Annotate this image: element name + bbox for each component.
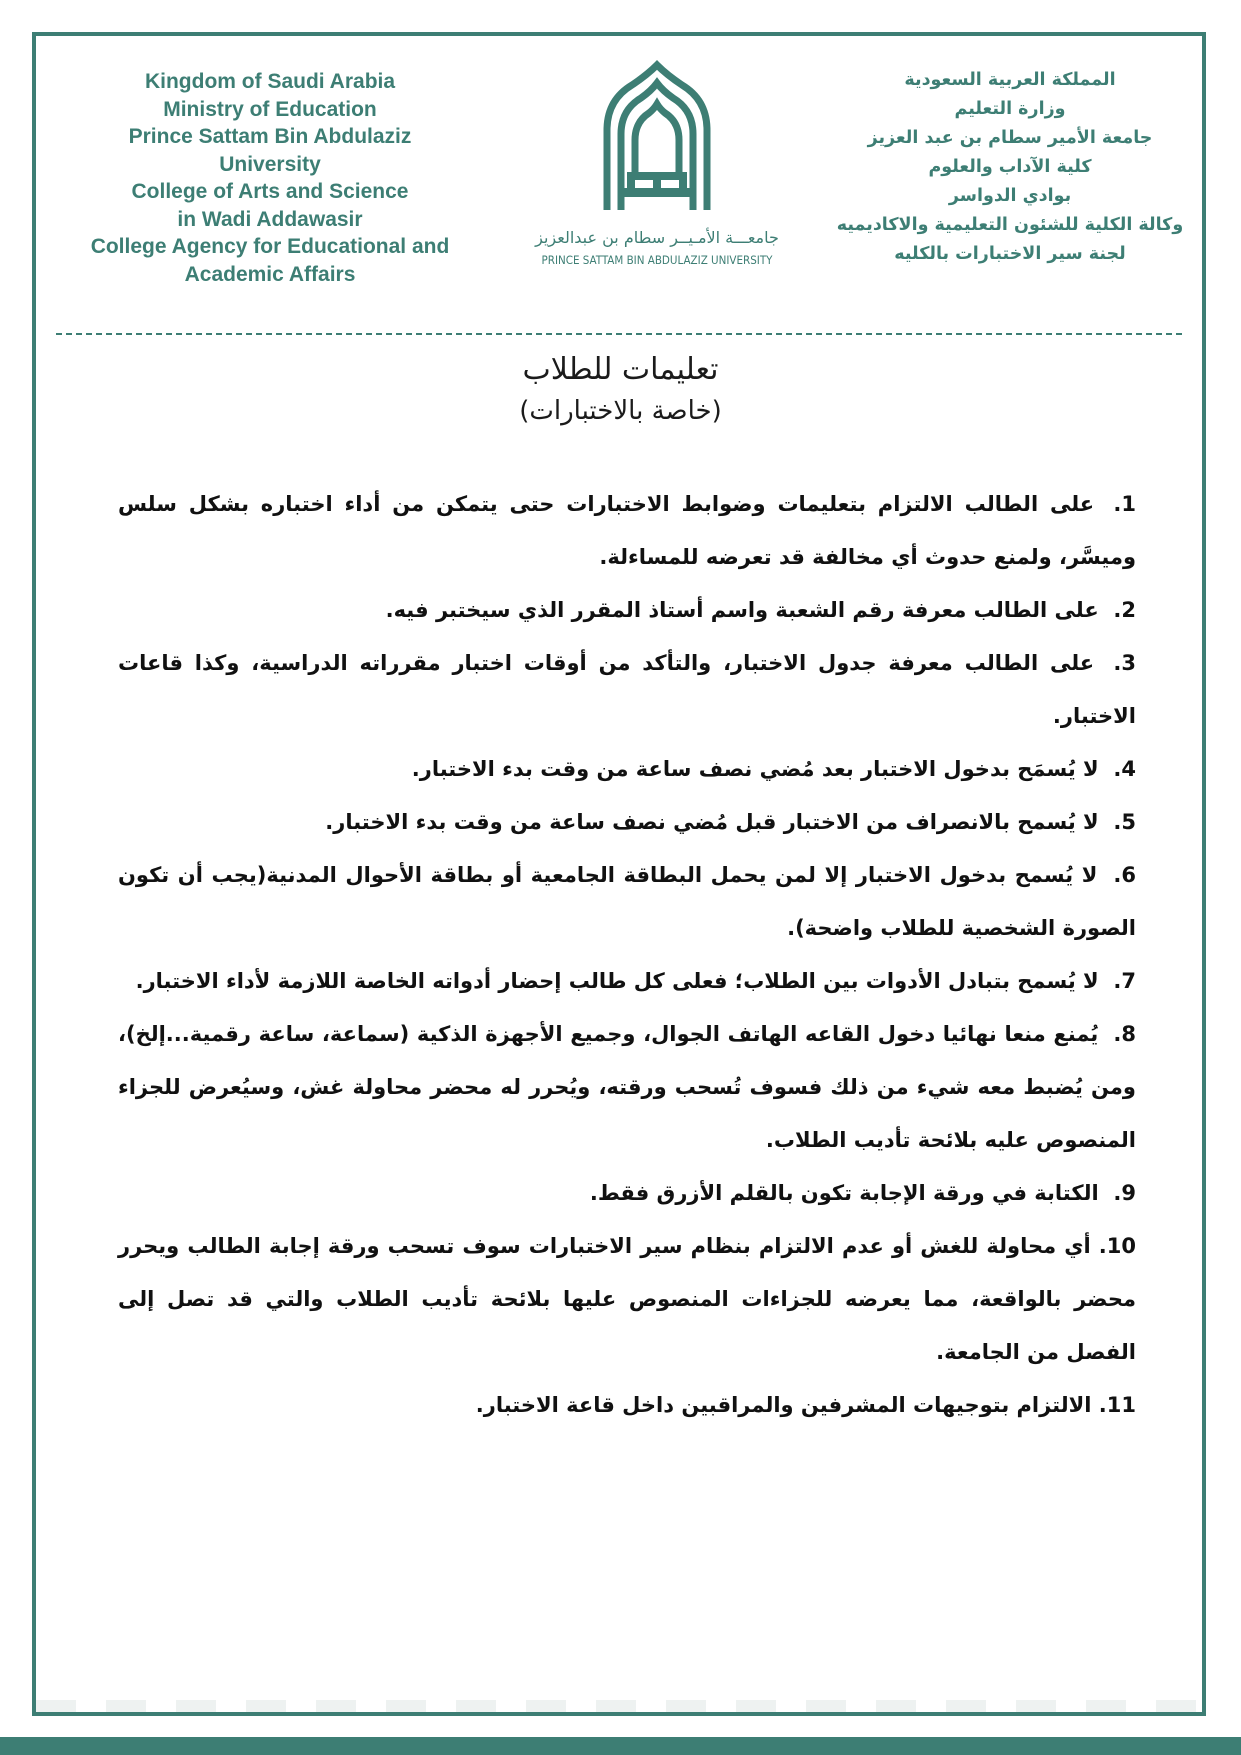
rule-item <box>118 1008 1136 1167</box>
header-english-line: in Wadi Addawasir <box>177 207 363 231</box>
rule-number: 9. <box>1113 1181 1136 1205</box>
header-english-line: Academic Affairs <box>184 262 356 286</box>
rule-item <box>118 1167 1136 1220</box>
logo-arabic-name: جامعـــة الأمـيــر سطام بن عبدالعزيز <box>535 228 779 247</box>
rule-item <box>118 955 1136 1008</box>
rule-text: على الطالب الالتزام بتعليمات وضوابط الاختبارات حتى يتمكن من أداء اختباره بشكل سلس وميسَّر، ولمنع حدوث أي مخالفة قد تعرضه للمساءلة. <box>118 492 1136 569</box>
rule-number: 2. <box>1113 598 1136 622</box>
header-arabic-line: كلية الآداب والعلوم <box>928 157 1092 177</box>
rules-list <box>118 478 1136 1432</box>
page-subtitle: (خاصة بالاختبارات) <box>519 396 722 426</box>
rule-number: 4. <box>1113 757 1136 781</box>
rule-number: 7. <box>1113 969 1136 993</box>
university-arch-logo-icon <box>597 60 717 218</box>
rule-item <box>118 849 1136 955</box>
header-arabic-line: المملكة العربية السعودية <box>904 70 1116 90</box>
rule-text: أي محاولة للغش أو عدم الالتزام بنظام سير الاختبارات سوف تسحب ورقة إجابة الطالب ويحرر محضر بالواقعة، مما يعرضه للجزاءات المنصوص عليها بلائحة تأديب الطلاب والتي قد تصل إلى الفصل من الجامعة. <box>118 1234 1136 1364</box>
rule-item <box>118 1220 1136 1379</box>
rule-number: 5. <box>1113 810 1136 834</box>
rule-text: لا يُسمَح بدخول الاختبار بعد مُضي نصف ساعة من وقت بدء الاختبار. <box>411 757 1099 781</box>
rule-item <box>118 478 1136 584</box>
rule-item <box>118 743 1136 796</box>
header-english-line: Ministry of Education <box>163 97 377 121</box>
rule-text: لا يُسمح بتبادل الأدوات بين الطلاب؛ فعلى كل طالب إحضار أدواته الخاصة اللازمة لأداء الاختبار. <box>135 969 1099 993</box>
header-arabic-line: لجنة سير الاختبارات بالكليه <box>894 244 1126 264</box>
rule-number: 6. <box>1113 863 1136 887</box>
rule-number: 3. <box>1113 651 1136 675</box>
university-logo <box>512 60 802 275</box>
bottom-accent-band <box>0 1737 1241 1755</box>
header-arabic-line: جامعة الأمير سطام بن عبد العزيز <box>867 128 1153 148</box>
rule-number: 8. <box>1113 1022 1136 1046</box>
decorative-pattern-strip <box>36 1700 1202 1712</box>
rule-text: لا يُسمح بالانصراف من الاختبار قبل مُضي نصف ساعة من وقت بدء الاختبار. <box>325 810 1099 834</box>
rule-number: 11. <box>1098 1393 1136 1417</box>
header-english-line: Kingdom of Saudi Arabia <box>144 70 396 93</box>
rule-item <box>118 637 1136 743</box>
page-title: تعليمات للطلاب <box>522 352 719 387</box>
rule-number: 1. <box>1113 492 1136 516</box>
rule-text: على الطالب معرفة جدول الاختبار، والتأكد من أوقات اختبار مقرراته الدراسية، وكذا قاعات الاختبار. <box>118 651 1136 728</box>
header-arabic-line: وكالة الكلية للشئون التعليمية والاكاديميه <box>836 215 1184 235</box>
rule-text: على الطالب معرفة رقم الشعبة واسم أستاذ المقرر الذي سيختبر فيه. <box>385 598 1099 622</box>
rule-text: لا يُسمح بدخول الاختبار إلا لمن يحمل البطاقة الجامعية أو بطاقة الأحوال المدنية(يجب أن تكون الصورة الشخصية للطلاب واضحة). <box>118 863 1136 940</box>
rule-text: الالتزام بتوجيهات المشرفين والمراقبين داخل قاعة الاختبار. <box>475 1393 1092 1417</box>
header-arabic <box>830 66 1190 269</box>
rule-number: 10. <box>1098 1234 1136 1258</box>
header-english-line: College of Arts and Science <box>131 180 409 203</box>
rule-text: الكتابة في ورقة الإجابة تكون بالقلم الأزرق فقط. <box>589 1181 1099 1205</box>
header-arabic-line: وزارة التعليم <box>954 99 1066 119</box>
rule-item <box>118 1379 1136 1432</box>
header-english-line: College Agency for Educational and <box>90 235 450 258</box>
logo-english-name: PRINCE SATTAM BIN ABDULAZIZ UNIVERSITY <box>541 253 773 267</box>
header-arabic-line: بوادي الدواسر <box>948 186 1072 206</box>
rule-text: يُمنع منعا نهائيا دخول القاعه الهاتف الجوال، وجميع الأجهزة الذكية (سماعة، ساعة رقمية...إلخ)، ومن يُضبط معه شيء من ذلك فسوف تُسحب ورقته، ويُحرر له محضر محاولة غش، وسيُعرض للجزاء المنصوص عليه بلائحة تأديب الطلاب. <box>118 1022 1136 1152</box>
rule-item <box>118 584 1136 637</box>
header-english-line: Prince Sattam Bin Abdulaziz <box>128 125 412 148</box>
header-english-line: University <box>219 152 321 176</box>
header-divider <box>56 333 1182 335</box>
rule-item <box>118 796 1136 849</box>
header-english <box>60 68 480 288</box>
